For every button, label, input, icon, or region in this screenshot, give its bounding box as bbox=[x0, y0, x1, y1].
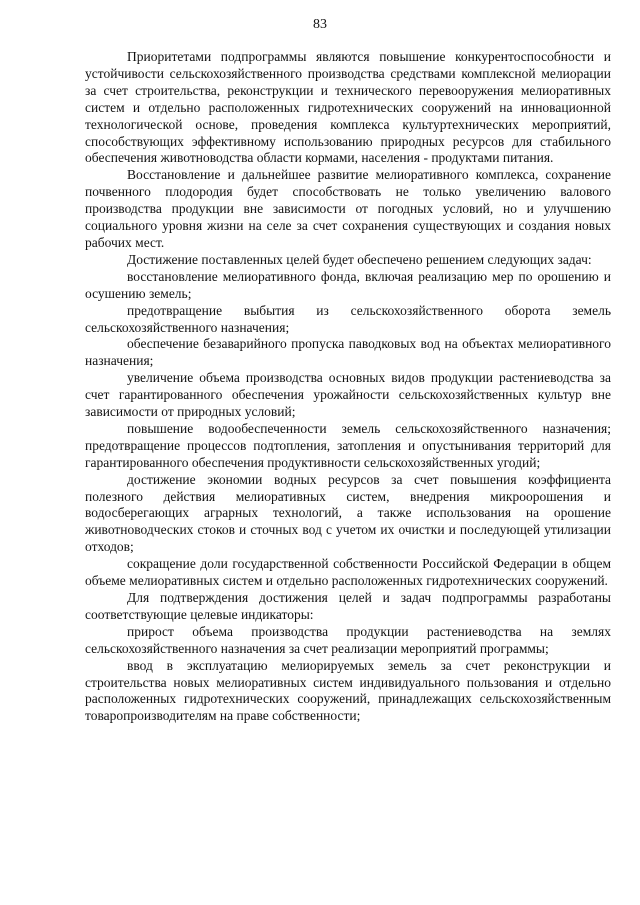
task-item: достижение экономии водных ресурсов за счет повышения коэффициента полезного действия мелиоративных систем, внедрения микроорошения и водосберегающих аграрных технологий, а также использования на орошение животноводческих стоков и сточных вод с учетом их очистки и последующей утилизации отходов; bbox=[85, 471, 611, 555]
task-item: повышение водообеспеченности земель сельскохозяйственного назначения; предотвращение процессов подтопления, затопления и опустынивания территорий для гарантированного обеспечения продуктивности сельскохозяйственных угодий; bbox=[85, 420, 611, 470]
task-item: обеспечение безаварийного пропуска паводковых вод на объектах мелиоративного назначения; bbox=[85, 336, 611, 369]
indicator-item: прирост объема производства продукции растениеводства на землях сельскохозяйственного назначения за счет реализации мероприятий программы; bbox=[85, 623, 611, 656]
indicator-item: ввод в эксплуатацию мелиорируемых земель за счет реконструкции и строительства новых мелиоративных систем индивидуального пользования и отдельно расположенных гидротехнических сооружений, принадлежащих сельскохозяйственным товаропроизводителям на праве собственности; bbox=[85, 657, 611, 724]
task-item: предотвращение выбытия из сельскохозяйственного оборота земель сельскохозяйственного назначения; bbox=[85, 302, 611, 335]
body-text bbox=[85, 49, 611, 725]
page-number: 83 bbox=[313, 17, 327, 32]
task-item: сокращение доли государственной собственности Российской Федерации в общем объеме мелиоративных систем и отдельно расположенных гидротехнических сооружений. bbox=[85, 556, 611, 589]
paragraph-restoration: Восстановление и дальнейшее развитие мелиоративного комплекса, сохранение почвенного плодородия будет способствовать не только увеличению валового производства продукции вне зависимости от погодных условий, но и улучшению социального уровня жизни на селе за счет сохранения существующих и создания новых рабочих мест. bbox=[85, 167, 611, 250]
task-item: восстановление мелиоративного фонда, включая реализацию мер по орошению и осушению земель; bbox=[85, 268, 611, 301]
paragraph-indicators-intro: Для подтверждения достижения целей и задач подпрограммы разработаны соответствующие целевые индикаторы: bbox=[85, 590, 611, 622]
paragraph-priorities: Приоритетами подпрограммы являются повышение конкурентоспособности и устойчивости сельскохозяйственного производства средствами комплексной мелиорации за счет строительства, реконструкции и технического перевооружения мелиоративных систем и отдельно расположенных гидротехнических сооружений на инновационной технологической основе, проведения комплекса культуртехнических мероприятий, способствующих эффективному использованию природных ресурсов для стабильного обеспечения животноводства области кормами, населения - продуктами питания. bbox=[85, 49, 611, 166]
paragraph-goals-intro: Достижение поставленных целей будет обеспечено решением следующих задач: bbox=[127, 251, 592, 267]
task-item: увеличение объема производства основных видов продукции растениеводства за счет гарантированного обеспечения урожайности сельскохозяйственных культур вне зависимости от природных условий; bbox=[85, 370, 611, 420]
